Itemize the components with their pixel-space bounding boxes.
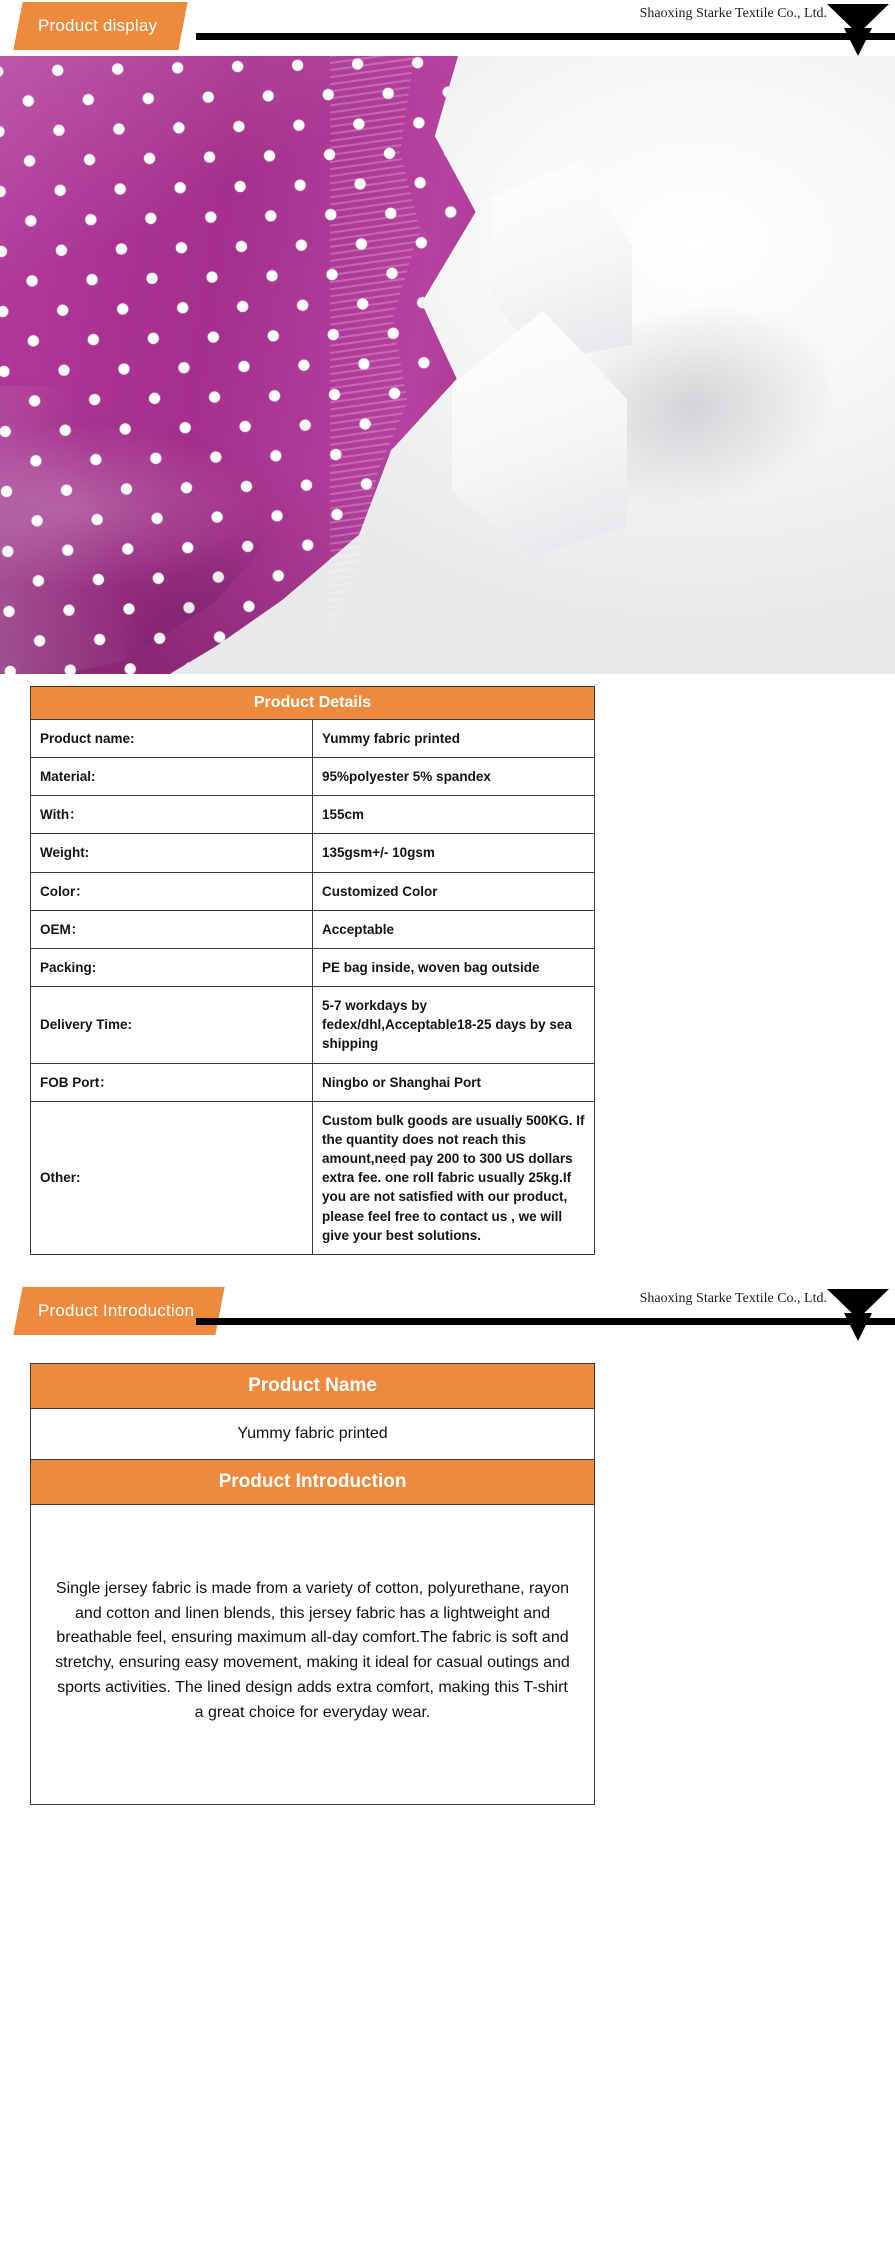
product-introduction-tag-label: Product Introduction (38, 1300, 195, 1320)
product-display-tag (13, 2, 188, 50)
table-row (31, 948, 595, 986)
table-row (31, 1063, 595, 1101)
row-key: Color： (31, 872, 313, 910)
row-value: 95%polyester 5% spandex (313, 758, 595, 796)
table-row (31, 796, 595, 834)
row-value: PE bag inside, woven bag outside (313, 948, 595, 986)
product-introduction-body-row (31, 1504, 595, 1804)
triangle-logo-bottom-shape (844, 28, 872, 56)
product-photo (0, 56, 895, 674)
product-display-banner (0, 0, 895, 56)
product-introduction-body: Single jersey fabric is made from a variety of cotton, polyurethane, rayon and cotton and linen blends, this jersey fabric has a lightweight and breathable feel, ensuring maximum all-day comfort.The fabric is soft and stretchy, ensuring easy movement, making it ideal for casual outings and sports activities. The lined design adds extra comfort, making this T-shirt a great choice for everyday wear. (31, 1504, 595, 1804)
table-header-row (31, 687, 595, 720)
product-introduction-header: Product Introduction (31, 1459, 595, 1504)
product-name-header-row (31, 1363, 595, 1408)
table-row (31, 720, 595, 758)
row-key: Packing: (31, 948, 313, 986)
company-name: Shaoxing Starke Textile Co., Ltd. (639, 6, 827, 21)
company-name: Shaoxing Starke Textile Co., Ltd. (639, 1290, 827, 1306)
product-display-tag-label: Product display (38, 16, 158, 35)
row-value: 135gsm+/- 10gsm (313, 834, 595, 872)
table-row (31, 872, 595, 910)
product-name-header: Product Name (31, 1363, 595, 1408)
row-key: Product name: (31, 720, 313, 758)
product-details-table-wrap (0, 686, 895, 1255)
triangle-logo-icon (827, 1289, 889, 1341)
product-introduction-banner (0, 1285, 895, 1341)
row-key: Delivery Time: (31, 987, 313, 1063)
row-value: Customized Color (313, 872, 595, 910)
triangle-logo-bottom-shape (844, 1313, 872, 1341)
row-value: Ningbo or Shanghai Port (313, 1063, 595, 1101)
table-row (31, 1101, 595, 1254)
table-row (31, 987, 595, 1063)
product-introduction-table-wrap (0, 1363, 895, 1805)
row-key: Material: (31, 758, 313, 796)
row-key: OEM： (31, 910, 313, 948)
table-row (31, 834, 595, 872)
triangle-logo-icon (827, 4, 889, 56)
product-name-value-row (31, 1408, 595, 1459)
product-introduction-tag (13, 1287, 224, 1335)
table-row (31, 758, 595, 796)
row-value: Custom bulk goods are usually 500KG. If the quantity does not reach this amount,need pay 200 to 300 US dollars extra fee. one roll fabric usually 25kg.If you are not satisfied with our product, please feel free to contact us , we will give your best solutions. (313, 1101, 595, 1254)
row-key: FOB Port： (31, 1063, 313, 1101)
row-key: Weight: (31, 834, 313, 872)
product-details-header: Product Details (31, 687, 595, 720)
row-value: Acceptable (313, 910, 595, 948)
row-key: Other: (31, 1101, 313, 1254)
product-name-value: Yummy fabric printed (31, 1408, 595, 1459)
table-row (31, 910, 595, 948)
banner-rule (196, 33, 895, 40)
row-value: 155cm (313, 796, 595, 834)
product-introduction-table (30, 1363, 595, 1805)
banner-rule (196, 1318, 895, 1325)
row-value: 5-7 workdays by fedex/dhl,Acceptable18-25 days by sea shipping (313, 987, 595, 1063)
product-introduction-header-row (31, 1459, 595, 1504)
product-details-table (30, 686, 595, 1255)
row-value: Yummy fabric printed (313, 720, 595, 758)
row-key: With： (31, 796, 313, 834)
